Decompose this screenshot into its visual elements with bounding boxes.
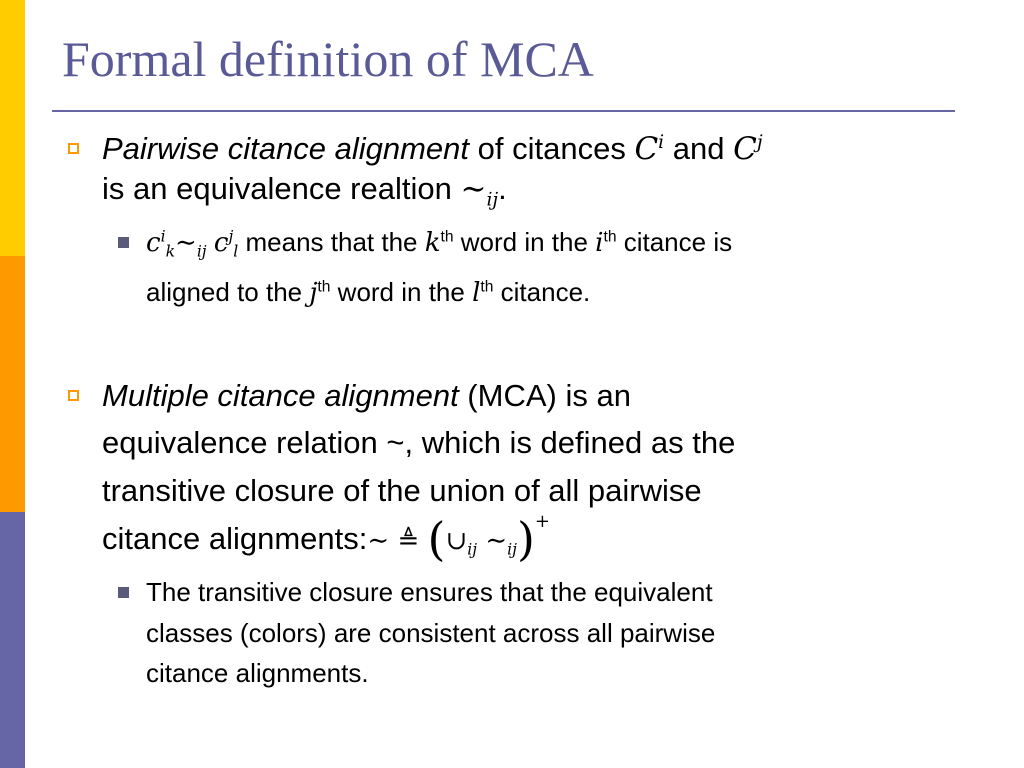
formula-lparen: ( <box>427 512 446 566</box>
bullet2-line3: transitive closure of the union of all pairwise <box>102 473 702 508</box>
bullet2-sub-line3: citance alignments. <box>146 658 369 688</box>
sim-symbol: ∼ <box>460 171 487 207</box>
c1-sup: i <box>160 227 166 246</box>
bullet1-text: of citances <box>469 131 635 166</box>
c2-sub: l <box>233 242 239 261</box>
bullet2-line4 <box>102 511 551 566</box>
c2-sup: j <box>228 227 234 246</box>
sub-text-1: means that the <box>238 227 425 257</box>
sidebar-purple-segment <box>0 512 25 768</box>
formula-plus: + <box>534 511 551 532</box>
sub-bullet-icon <box>118 237 129 248</box>
sim-sub: ij <box>486 189 499 211</box>
math-k: k <box>424 228 441 258</box>
sidebar-orange-segment <box>0 256 25 512</box>
sub-bullet-icon <box>118 587 129 598</box>
sidebar-yellow-segment <box>0 0 25 256</box>
bullet2-line4-text: citance alignments: <box>102 521 368 556</box>
formula-def: ≜ <box>397 526 420 556</box>
formula-union-sub: ij <box>467 540 478 559</box>
sub-text-6: citance. <box>493 277 591 307</box>
math-ci-sup: i <box>658 131 665 153</box>
th-1: th <box>440 228 454 246</box>
math-sim-ij <box>460 171 499 211</box>
math-c-jl <box>213 227 239 261</box>
sub-text-5: word in the <box>330 277 473 307</box>
bullet1-line2-text: is an equivalence realtion <box>102 171 461 206</box>
formula-sim2: ∼ <box>485 526 508 556</box>
c1-sub: k <box>165 242 176 261</box>
sub-text-3: citance is <box>616 227 733 257</box>
title-underline <box>52 110 955 112</box>
th-4: th <box>480 278 494 296</box>
th-3: th <box>317 278 331 296</box>
math-ci-base: C <box>634 131 659 167</box>
bullet1-line2 <box>102 167 507 211</box>
math-cj-base: C <box>733 131 757 167</box>
math-c-ik <box>146 227 176 261</box>
period: . <box>498 171 507 206</box>
and-text: and <box>664 131 734 166</box>
sim-sub-2: ij <box>196 242 207 261</box>
term-pairwise-citance-alignment: Pairwise citance alignment <box>102 131 470 166</box>
formula-sim2-sub: ij <box>507 540 517 559</box>
square-bullet-icon <box>68 390 79 401</box>
bullet1-line1 <box>102 127 763 171</box>
math-i: i <box>595 228 604 258</box>
accent-sidebar <box>0 0 25 768</box>
sub-text-2: word in the <box>453 227 596 257</box>
bullet1-sub-line1 <box>146 222 732 263</box>
c2-base: c <box>213 228 229 258</box>
sub-text-4: aligned to the <box>146 277 310 307</box>
bullet2-line1-rest: (MCA) is an <box>458 378 631 413</box>
formula-sim: ∼ <box>367 526 390 556</box>
math-ci <box>634 131 664 167</box>
math-cj-sup: j <box>756 131 763 153</box>
term-multiple-citance-alignment: Multiple citance alignment <box>102 378 459 413</box>
formula-rparen: ) <box>516 512 535 566</box>
mca-formula <box>367 511 551 566</box>
formula-union: ∪ <box>445 526 468 556</box>
square-bullet-icon <box>68 143 79 154</box>
math-j: j <box>309 278 318 308</box>
bullet2-sub-line1: The transitive closure ensures that the equivalent <box>146 577 713 607</box>
slide-title: Formal definition of MCA <box>62 31 594 87</box>
bullet2-line1 <box>102 374 631 418</box>
bullet2-line2: equivalence relation ~, which is defined as the <box>102 425 736 460</box>
th-2: th <box>603 228 617 246</box>
bullet2-sub-line2: classes (colors) are consistent across all pairwise <box>146 618 716 648</box>
bullet1-sub-line2 <box>146 272 590 313</box>
sim-symbol-2: ∼ <box>175 228 197 258</box>
c1-base: c <box>146 228 161 258</box>
math-l: l <box>472 278 481 308</box>
math-cj <box>733 131 763 167</box>
